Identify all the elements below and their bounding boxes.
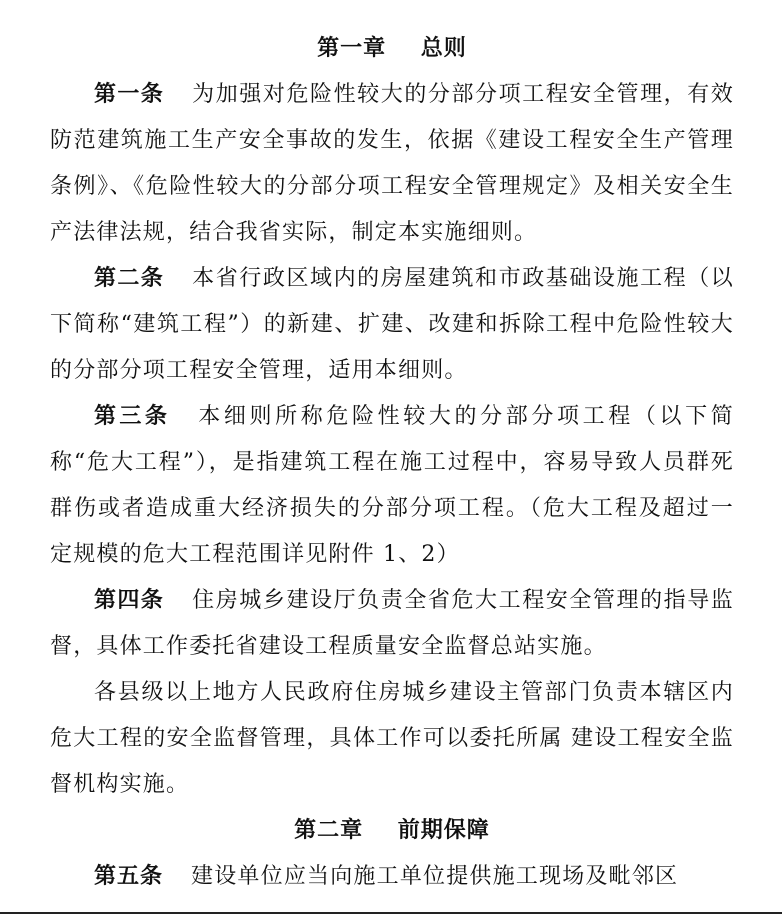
article-2-text: 本省行政区域内的房屋建筑和市政基础设施工程（以下简称“建筑工程”）的新建、扩建、改建和拆除工程中危险性较大的分部分项工程安全管理，适用本细则。 bbox=[50, 266, 734, 383]
article-4-paragraph-2 bbox=[50, 670, 734, 808]
article-4-text: 住房城乡建设厅负责全省危大工程安全管理的指导监督，具体工作委托省建设工程质量安全监督总站实施。 bbox=[50, 588, 734, 659]
article-2 bbox=[50, 256, 734, 394]
article-3-label: 第三条 bbox=[94, 404, 171, 429]
document-page bbox=[50, 26, 734, 900]
chapter-1-title: 第一章 总则 bbox=[317, 36, 467, 61]
article-3 bbox=[50, 394, 734, 578]
page-bottom-divider bbox=[0, 912, 782, 914]
article-2-label: 第二条 bbox=[94, 266, 165, 291]
article-4-paragraph-2-text: 各县级以上地方人民政府住房城乡建设主管部门负责本辖区内危大工程的安全监督管理，具体工作可以委托所属 建设工程安全监督机构实施。 bbox=[50, 680, 734, 797]
chapter-2-title: 第二章 前期保障 bbox=[294, 818, 490, 843]
article-1-text: 为加强对危险性较大的分部分项工程安全管理，有效防范建筑施工生产安全事故的发生，依据《建设工程安全生产管理条例》、《危险性较大的分部分项工程安全管理规定》及相关安全生产法律法规，结合我省实际，制定本实施细则。 bbox=[50, 82, 734, 245]
article-3-text: 本细则所称危险性较大的分部分项工程（以下简称“危大工程”），是指建筑工程在施工过程中，容易导致人员群死群伤或者造成重大经济损失的分部分项工程。（危大工程及超过一定规模的危大工程范围详见附件 1、2） bbox=[50, 404, 734, 567]
article-5 bbox=[50, 854, 734, 900]
article-4 bbox=[50, 578, 734, 670]
article-1 bbox=[50, 72, 734, 256]
article-1-label: 第一条 bbox=[94, 82, 165, 107]
article-5-text: 建设单位应当向施工单位提供施工现场及毗邻区 bbox=[191, 864, 679, 889]
article-4-label: 第四条 bbox=[94, 588, 165, 613]
article-5-label: 第五条 bbox=[94, 864, 164, 889]
